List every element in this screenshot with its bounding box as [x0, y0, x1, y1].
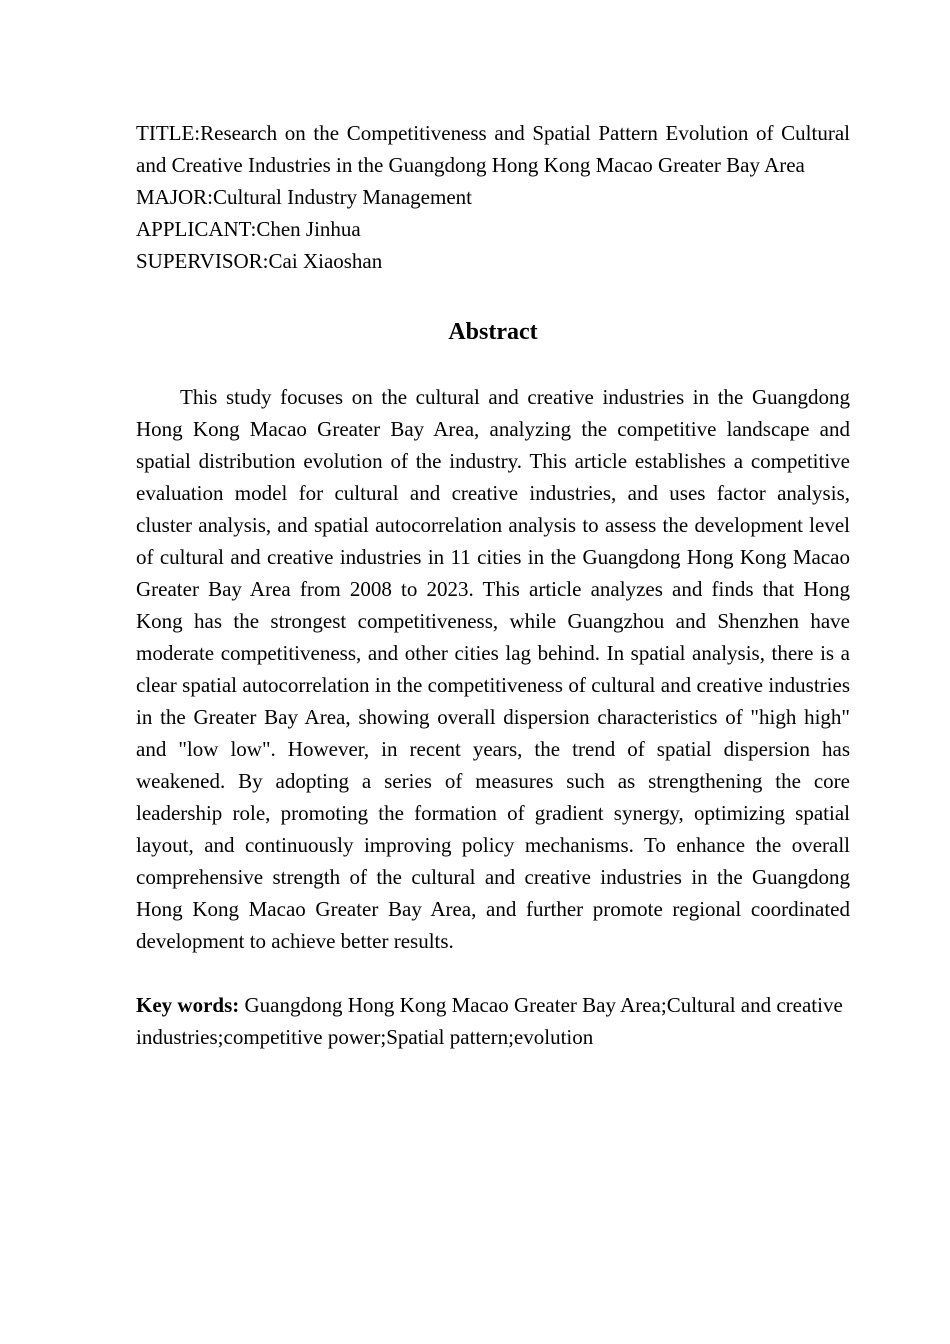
document-page: [136, 117, 850, 1053]
abstract-heading: Abstract: [448, 319, 538, 345]
applicant-label: APPLICANT:: [136, 217, 257, 241]
thesis-supervisor: [136, 245, 850, 277]
applicant-value: Chen Jinhua: [256, 217, 361, 241]
major-value: Cultural Industry Management: [213, 185, 472, 209]
supervisor-label: SUPERVISOR:: [136, 249, 269, 273]
major-label: MAJOR:: [136, 185, 214, 209]
thesis-title: [136, 117, 850, 181]
thesis-major: [136, 181, 850, 213]
title-label: TITLE:: [136, 121, 201, 145]
title-value: Research on the Competitiveness and Spatial Pattern Evolution of Cultural and Creative Industries in the Guangdong Hong Kong Macao Greater Bay Area: [136, 121, 850, 177]
keywords-value: Guangdong Hong Kong Macao Greater Bay Area;Cultural and creative industries;competitive power;Spatial pattern;evolution: [136, 993, 843, 1049]
keywords: [136, 989, 850, 1053]
supervisor-value: Cai Xiaoshan: [268, 249, 383, 273]
keywords-label: Key words:: [136, 993, 240, 1017]
abstract-body: This study focuses on the cultural and creative industries in the Guangdong Hong Kong Macao Greater Bay Area, analyzing the competitive landscape and spatial distribution evolution of the industry. This article establishes a competitive evaluation model for cultural and creative industries, and uses factor analysis, cluster analysis, and spatial autocorrelation analysis to assess the development level of cultural and creative industries in 11 cities in the Guangdong Hong Kong Macao Greater Bay Area from 2008 to 2023. This article analyzes and finds that Hong Kong has the strongest competitiveness, while Guangzhou and Shenzhen have moderate competitiveness, and other cities lag behind. In spatial analysis, there is a clear spatial autocorrelation in the competitiveness of cultural and creative industries in the Greater Bay Area, showing overall dispersion characteristics of "high high" and "low low". However, in recent years, the trend of spatial dispersion has weakened. By adopting a series of measures such as strengthening the core leadership role, promoting the formation of gradient synergy, optimizing spatial layout, and continuously improving policy mechanisms. To enhance the overall comprehensive strength of the cultural and creative industries in the Guangdong Hong Kong Macao Greater Bay Area, and further promote regional coordinated development to achieve better results.: [136, 385, 850, 953]
thesis-applicant: [136, 213, 850, 245]
